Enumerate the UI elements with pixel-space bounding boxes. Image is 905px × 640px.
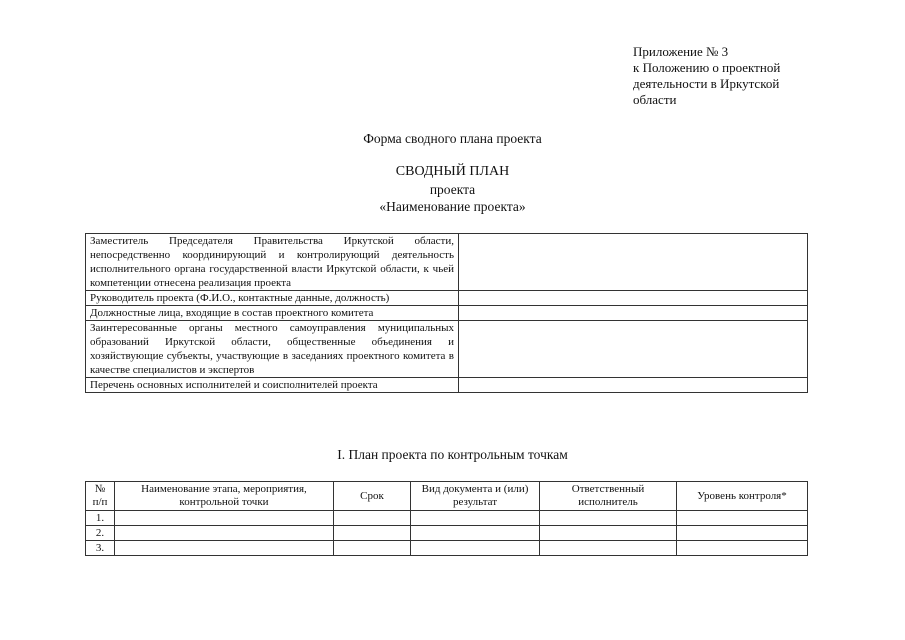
- info-row: [86, 291, 808, 306]
- cell-document-result[interactable]: [411, 541, 540, 556]
- info-row: [86, 378, 808, 393]
- project-info-table: [85, 233, 808, 393]
- annex-line-3: деятельности в Иркутской: [633, 76, 780, 91]
- info-value-executors[interactable]: [459, 378, 808, 393]
- header-document-result: Вид документа и (или) результат: [411, 482, 540, 511]
- info-value-committee-officials[interactable]: [459, 306, 808, 321]
- row-number: 2.: [86, 526, 115, 541]
- header-number: № п/п: [86, 482, 115, 511]
- cell-responsible[interactable]: [540, 541, 677, 556]
- info-value-stakeholders[interactable]: [459, 321, 808, 378]
- cell-control-level[interactable]: [677, 526, 808, 541]
- annex-line-4: области: [633, 92, 677, 107]
- doc-title-name: «Наименование проекта»: [379, 199, 526, 214]
- table-row: [86, 526, 808, 541]
- cell-deadline[interactable]: [334, 526, 411, 541]
- info-label-stakeholders: Заинтересованные органы местного самоуправления муниципальных образований Иркутской области, общественные объединения и хозяйствующие субъекты, участвующие в заседаниях проектного комитета в качестве специалистов и экспертов: [86, 321, 459, 378]
- annex-line-1: Приложение № 3: [633, 44, 729, 59]
- cell-stage-name[interactable]: [115, 511, 334, 526]
- cell-deadline[interactable]: [334, 541, 411, 556]
- cell-document-result[interactable]: [411, 526, 540, 541]
- info-value-project-manager[interactable]: [459, 291, 808, 306]
- control-points-table: [85, 481, 808, 556]
- info-label-executors: Перечень основных исполнителей и соисполнителей проекта: [86, 378, 459, 393]
- cell-responsible[interactable]: [540, 526, 677, 541]
- info-label-deputy-chairman: Заместитель Председателя Правительства Иркутской области, непосредственно координирующий и контролирующий деятельность исполнительного органа государственной власти Иркутской области, к чьей компетенции отнесена реализация проекта: [86, 234, 459, 291]
- table-row: [86, 511, 808, 526]
- table-row: [86, 541, 808, 556]
- section-title: I. План проекта по контрольным точкам: [337, 447, 568, 462]
- cell-stage-name[interactable]: [115, 541, 334, 556]
- cell-control-level[interactable]: [677, 541, 808, 556]
- info-label-project-manager: Руководитель проекта (Ф.И.О., контактные данные, должность): [86, 291, 459, 306]
- cell-deadline[interactable]: [334, 511, 411, 526]
- header-control-level: Уровень контроля*: [677, 482, 808, 511]
- cell-document-result[interactable]: [411, 511, 540, 526]
- info-row: [86, 306, 808, 321]
- annex-line-2: к Положению о проектной: [633, 60, 781, 75]
- header-responsible: Ответственный исполнитель: [540, 482, 677, 511]
- header-deadline: Срок: [334, 482, 411, 511]
- info-value-deputy-chairman[interactable]: [459, 234, 808, 291]
- row-number: 1.: [86, 511, 115, 526]
- cell-control-level[interactable]: [677, 511, 808, 526]
- table-header-row: [86, 482, 808, 511]
- form-title: Форма сводного плана проекта: [363, 131, 542, 146]
- doc-title-sub: проекта: [429, 182, 476, 197]
- header-stage-name: Наименование этапа, мероприятия, контрольной точки: [115, 482, 334, 511]
- info-row: [86, 234, 808, 291]
- doc-title-main: СВОДНЫЙ ПЛАН: [395, 164, 510, 179]
- info-label-committee-officials: Должностные лица, входящие в состав проектного комитета: [86, 306, 459, 321]
- annex-block: [633, 44, 893, 108]
- cell-responsible[interactable]: [540, 511, 677, 526]
- row-number: 3.: [86, 541, 115, 556]
- info-row: [86, 321, 808, 378]
- cell-stage-name[interactable]: [115, 526, 334, 541]
